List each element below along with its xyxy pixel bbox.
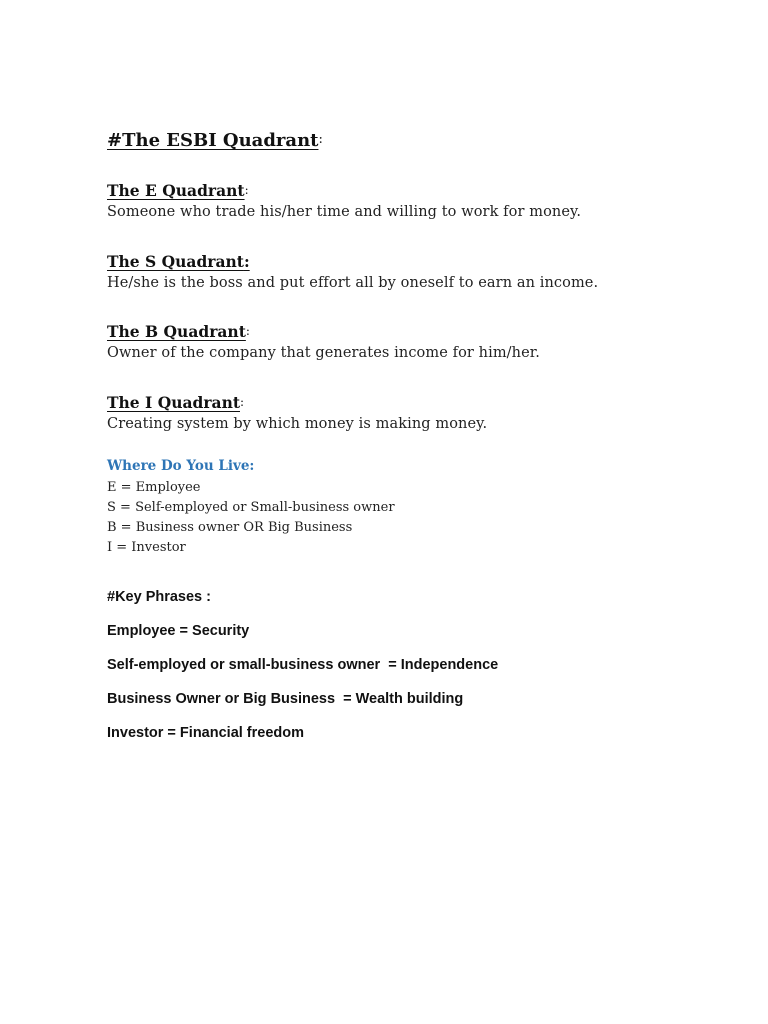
quadrant-i-heading-colon: :	[240, 395, 245, 409]
quadrant-e-heading-text: The E Quadrant	[107, 181, 245, 200]
quadrant-e-heading	[107, 181, 249, 200]
quadrant-s-heading-text: The S Quadrant	[107, 252, 244, 271]
key-phrase-item: Business Owner or Big Business = Wealth building	[107, 691, 464, 707]
quadrant-s-description: He/she is the boss and put effort all by oneself to earn an income.	[107, 275, 599, 291]
quadrant-i-description: Creating system by which money is making money.	[107, 416, 488, 432]
quadrant-i-heading	[107, 393, 244, 412]
list-item: S = Self-employed or Small-business owner	[107, 500, 395, 515]
where-do-you-live-heading: Where Do You Live:	[107, 458, 255, 474]
key-phrases-heading: #Key Phrases :	[107, 589, 211, 605]
quadrant-s-heading-colon: :	[243, 252, 250, 271]
key-phrase-item: Self-employed or small-business owner = Independence	[107, 657, 499, 673]
quadrant-s-heading	[107, 252, 250, 271]
quadrant-b-heading-text: The B Quadrant	[107, 322, 246, 341]
document-title	[107, 130, 323, 151]
quadrant-i-heading-text: The I Quadrant	[107, 393, 240, 412]
quadrant-e-description: Someone who trade his/her time and willing to work for money.	[107, 204, 582, 220]
key-phrase-item: Employee = Security	[107, 623, 250, 639]
quadrant-e-heading-colon: :	[244, 183, 249, 197]
document-title-colon: :	[318, 132, 323, 147]
document-title-text: #The ESBI Quadrant	[107, 130, 319, 151]
where-do-you-live-list	[107, 478, 395, 558]
quadrant-b-description: Owner of the company that generates income for him/her.	[107, 345, 540, 361]
list-item: I = Investor	[107, 540, 186, 555]
key-phrase-item: Investor = Financial freedom	[107, 725, 305, 741]
list-item: B = Business owner OR Big Business	[107, 520, 353, 535]
quadrant-b-heading-colon: :	[245, 324, 250, 338]
quadrant-b-heading	[107, 322, 250, 341]
list-item: E = Employee	[107, 480, 201, 495]
